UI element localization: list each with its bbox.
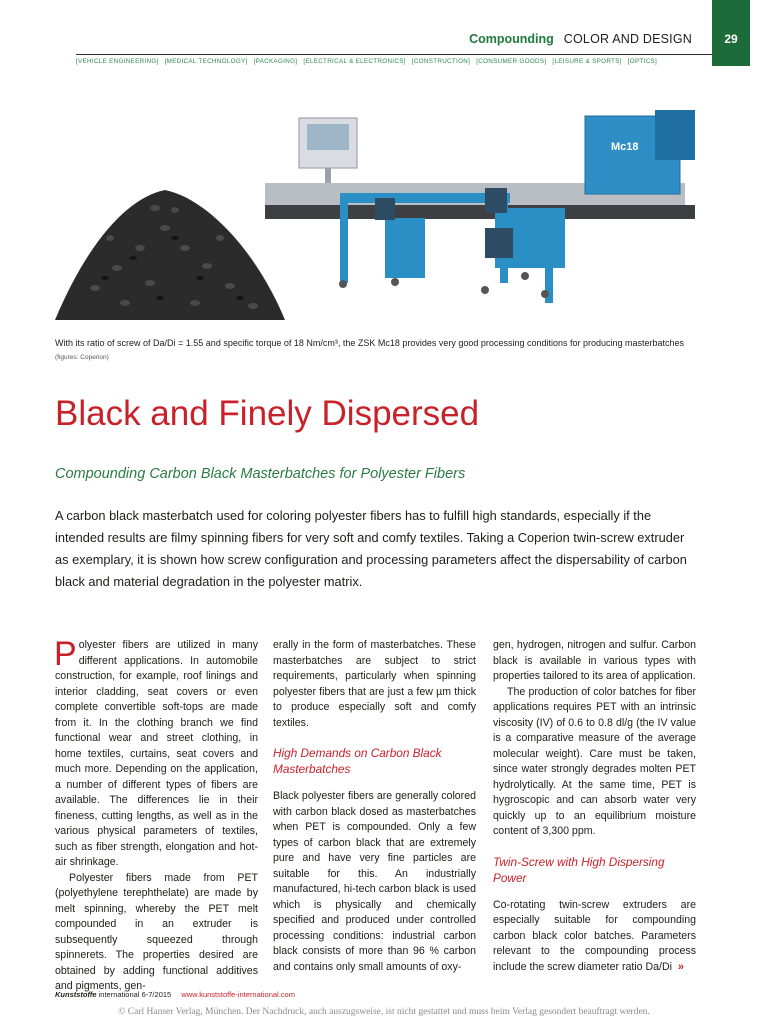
- paragraph: erally in the form of masterbatches. These masterbatches are subject to strict requirements, particularly when spinning polyester fibers that are just a few µm thick to produce especially soft and comfy textiles.: [273, 639, 476, 729]
- section-label: Compounding: [469, 32, 554, 46]
- section-heading: Twin-Screw with High Dispersing Power: [493, 854, 665, 885]
- category-tag: [CONSTRUCTION]: [411, 58, 471, 65]
- paragraph-text: Co-rotating twin-screw extruders are especially suitable for compounding carbon black color batches. Parameters relevant to the compounding process include the screw diameter ratio Da/Di: [493, 898, 696, 973]
- category-tag: [PACKAGING]: [253, 58, 298, 65]
- footer-issue: 6-7/2015: [141, 990, 172, 999]
- column-2: [273, 638, 476, 975]
- header-rule: [76, 54, 712, 55]
- paragraph: Black polyester fibers are generally colored with carbon black dosed as masterbatches when PET is compounded. Only a few types of carbon black that are extremely pure and have very fine particles are suitable for this. An industrially manufactured, hi-tech carbon black is used which is physically and chemically specified and produced under controlled processing conditions: industrial carbon black consists of more than 96 % carbon and contains only small amounts of oxy-: [273, 790, 476, 973]
- footer-edition: international: [98, 990, 140, 999]
- figure-credit: (figures: Coperion): [55, 354, 109, 361]
- paragraph: gen, hydrogen, nitrogen and sulfur. Carbon black is available in various types with properties tailored to its area of application.: [493, 639, 696, 682]
- footer-brand: Kunststoffe: [55, 990, 97, 999]
- paragraph: Polyester fibers made from PET (polyethylene terephthelate) are made by melt spinning, whereby the PET melt compounded in an extruder is subsequently squeezed through spinnerets. The properties desired are obtained by adding functional additives and pigments, gen-: [55, 871, 258, 992]
- footer: [55, 990, 295, 999]
- figure-caption: [55, 337, 705, 364]
- footer-url[interactable]: www.kunststoffe-international.com: [181, 990, 295, 999]
- category-tag: [LEISURE & SPORTS]: [552, 58, 622, 65]
- column-1: [54, 635, 258, 995]
- extruder-photo: [55, 98, 720, 330]
- paragraph: [493, 898, 696, 976]
- category-tag: [ELECTRICAL & ELECTRONICS]: [303, 58, 406, 65]
- topic-label: COLOR AND DESIGN: [563, 32, 692, 46]
- category-tag: [OPTICS]: [627, 58, 658, 65]
- category-tag: [CONSUMER GOODS]: [476, 58, 547, 65]
- article-subtitle: Compounding Carbon Black Masterbatches for Polyester Fibers: [55, 466, 466, 482]
- drop-cap: P: [54, 635, 77, 673]
- column-3: [493, 638, 696, 975]
- granulate-pile: [55, 190, 285, 320]
- main-drive: [585, 110, 695, 194]
- lead-paragraph: A carbon black masterbatch used for coloring polyester fibers has to fulfill high standards, especially if the intended results are filmy spinning fibers for very soft and comfy textiles. Taking a Coperion twin-screw extruder as exemplary, it is shown how screw configuration and processing parameters affect the dispersability of carbon black and material degradation in the polyester matrix.: [55, 508, 687, 589]
- running-header: [469, 32, 692, 46]
- paragraph: [54, 635, 258, 871]
- casters: [339, 272, 549, 298]
- category-tag: [VEHICLE ENGINEERING]: [76, 58, 159, 65]
- category-tag: [MEDICAL TECHNOLOGY]: [164, 58, 248, 65]
- paragraph: The production of color batches for fiber applications requires PET with an intrinsic viscosity (IV) of 0.6 to 0.8 dl/g (the IV value is a comparative measure of the average molecular weight). Care must be taken, since water strongly degrades molten PET hydrolytically. At the same time, PET is hygroscopic and can absorb water very quickly up to an equilibrium moisture content of 3,300 ppm.: [493, 685, 696, 837]
- base-frame: [265, 205, 695, 219]
- category-strip: [76, 58, 663, 65]
- continue-arrow: »: [678, 960, 684, 973]
- caption-text: With its ratio of screw of Da/Di = 1.55 and specific torque of 18 Nm/cm³, the ZSK Mc18 provides very good processing conditions for producing masterbatches: [55, 338, 685, 348]
- copyright-notice: © Carl Hanser Verlag, München. Der Nachdruck, auch auszugsweise, ist nicht gestattet und muss beim Verlag gesondert beauftragt werden.: [118, 1007, 650, 1017]
- page-number: 29: [712, 0, 750, 66]
- paragraph-text: olyester fibers are utilized in many different applications. In automobile construction, for example, roof linings and interior cladding, seat covers or even complete convertible soft-tops are made from it. In the clothing branch we find functional wear and street clothing, in home textiles, curtains, seat covers and much more. Depending on the application, a number of different types of fibers are available. The differences lie in their fineness, cutting lengths, as well as in the various physical parameters of textiles, such as fiber strength, elongation and hot-air shrinkage.: [55, 639, 258, 868]
- machine-label: Mc18: [611, 141, 639, 153]
- article-title: Black and Finely Dispersed: [55, 394, 480, 433]
- section-heading: High Demands on Carbon Black Masterbatches: [273, 746, 442, 776]
